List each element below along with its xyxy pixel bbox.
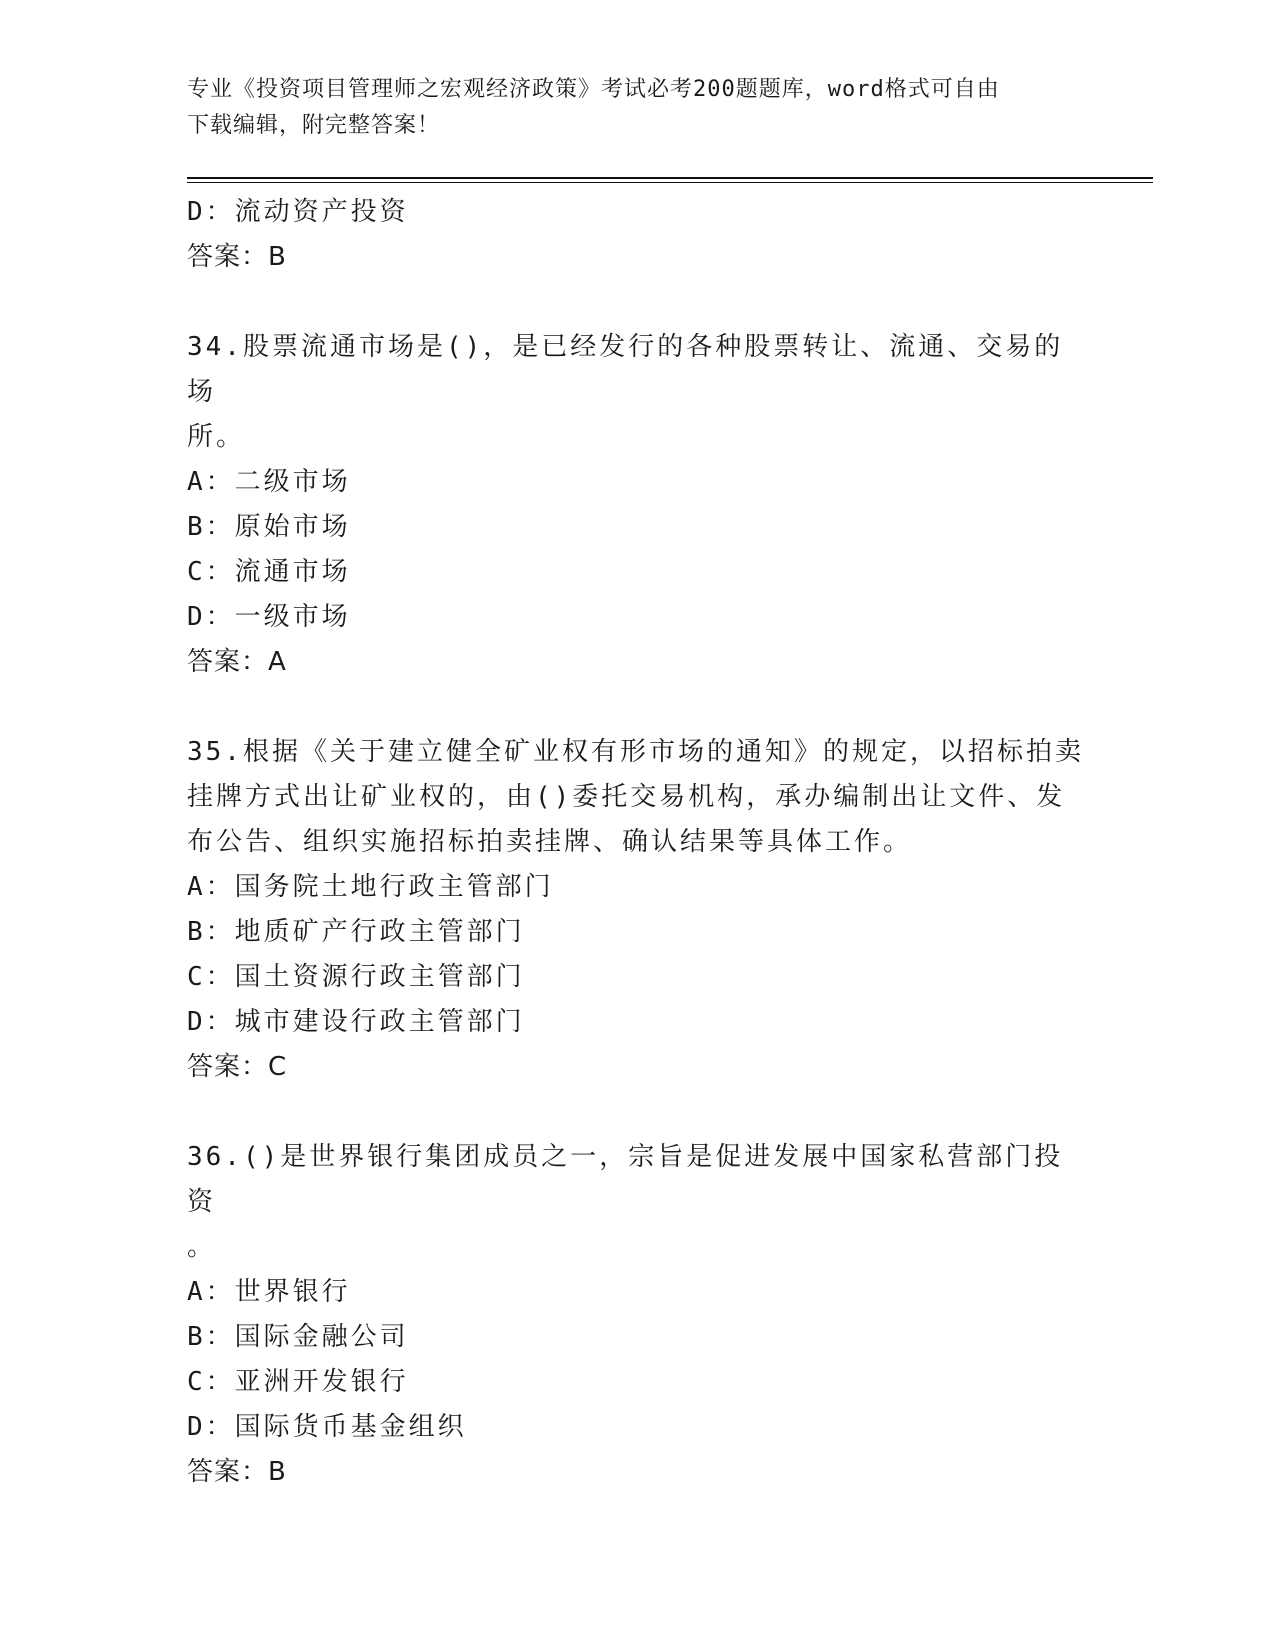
question-36: [187, 1135, 1087, 1495]
option-c: C：亚洲开发银行: [187, 1367, 409, 1397]
option-d: D：流动资产投资: [187, 197, 409, 227]
answer-line: 答案：C: [187, 1052, 288, 1082]
question-text-line-2: 挂牌方式出让矿业权的，由()委托交易机构，承办编制出让文件、发: [187, 782, 1066, 812]
spacer: [187, 685, 1087, 730]
answer-line: 答案：B: [187, 1457, 287, 1487]
question-35: [187, 730, 1087, 1090]
option-a: A：世界银行: [187, 1277, 351, 1307]
option-d: D：一级市场: [187, 602, 351, 632]
question-text-line-1: 35.根据《关于建立健全矿业权有形市场的通知》的规定，以招标拍卖: [187, 737, 1084, 767]
option-c: C：国土资源行政主管部门: [187, 962, 525, 992]
answer-line: 答案：B: [187, 242, 287, 272]
question-text-line-1: 34.股票流通市场是()，是已经发行的各种股票转让、流通、交易的场: [187, 332, 1064, 407]
document-header: [187, 72, 1087, 144]
question-content: [187, 190, 1087, 1495]
option-c: C：流通市场: [187, 557, 351, 587]
header-rule-thin: [187, 182, 1153, 183]
option-d: D：城市建设行政主管部门: [187, 1007, 525, 1037]
option-a: A：二级市场: [187, 467, 351, 497]
spacer: [187, 280, 1087, 325]
header-line-1: 专业《投资项目管理师之宏观经济政策》考试必考200题题库，word格式可自由: [187, 77, 1000, 102]
option-b: B：地质矿产行政主管部门: [187, 917, 525, 947]
question-34: [187, 325, 1087, 685]
question-text-line-3: 布公告、组织实施招标拍卖挂牌、确认结果等具体工作。: [187, 827, 913, 857]
option-d: D：国际货币基金组织: [187, 1412, 467, 1442]
option-b: B：国际金融公司: [187, 1322, 409, 1352]
header-rule-thick: [187, 177, 1153, 179]
answer-line: 答案：A: [187, 647, 287, 677]
question-text-line-1: 36.()是世界银行集团成员之一，宗旨是促进发展中国家私营部门投资: [187, 1142, 1064, 1217]
question-text-line-2: 所。: [187, 422, 246, 452]
question-text-line-2: 。: [187, 1232, 217, 1262]
spacer: [187, 1090, 1087, 1135]
option-b: B：原始市场: [187, 512, 351, 542]
header-line-2: 下载编辑，附完整答案！: [187, 113, 441, 138]
option-a: A：国务院土地行政主管部门: [187, 872, 554, 902]
carryover-question: [187, 190, 1087, 280]
